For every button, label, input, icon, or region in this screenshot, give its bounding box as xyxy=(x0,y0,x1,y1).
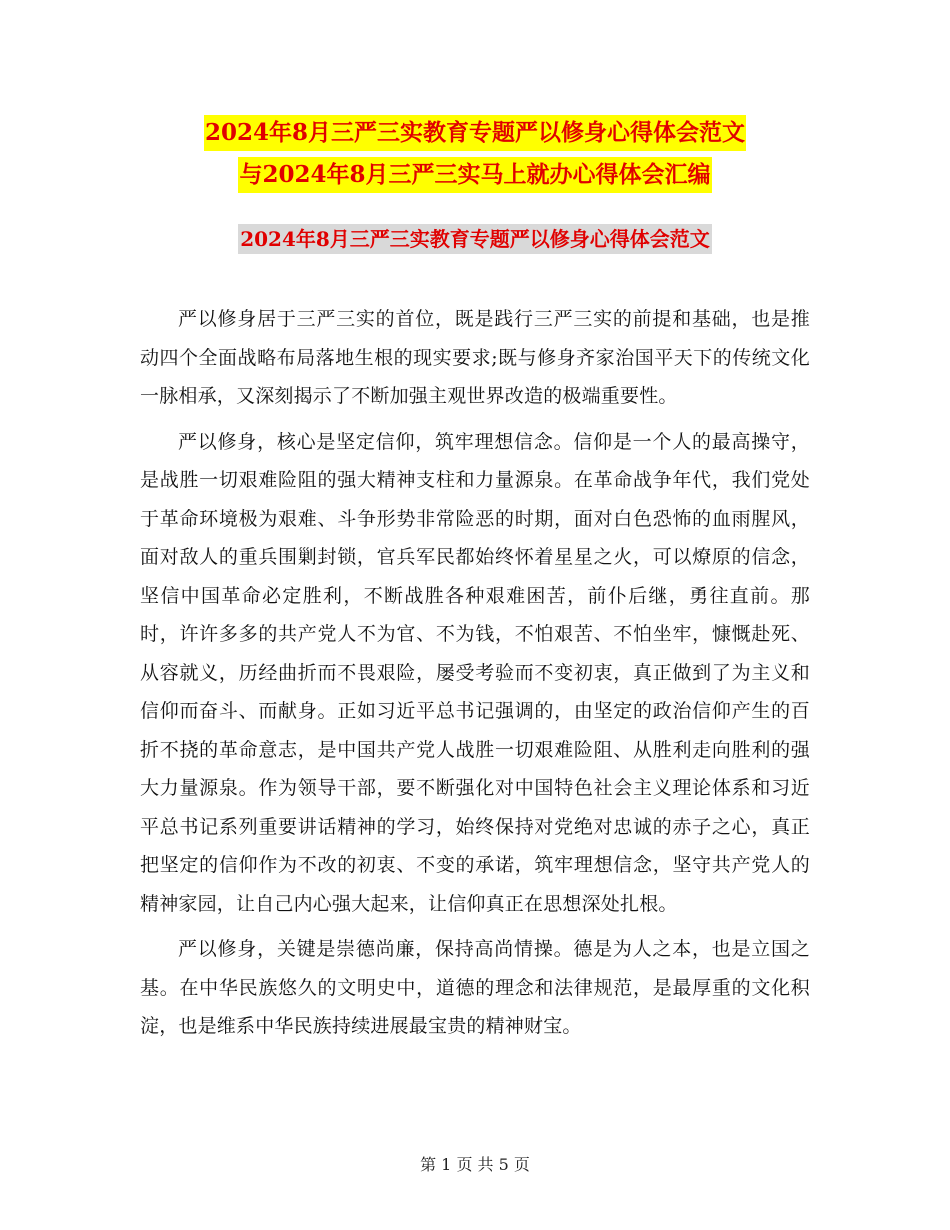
title-line-2: 与2024年8月三严三实马上就办心得体会汇编 xyxy=(238,157,711,193)
section-heading xyxy=(140,224,810,254)
paragraph: 严以修身，关键是崇德尚廉，保持高尚情操。德是为人之本，也是立国之基。在中华民族悠久的文明史中，道德的理念和法律规范，是最厚重的文化积淀，也是维系中华民族持续进展最宝贵的精神财宝。 xyxy=(140,938,810,1037)
title-line-1: 2024年8月三严三实教育专题严以修身心得体会范文 xyxy=(204,115,746,151)
paragraph: 严以修身居于三严三实的首位，既是践行三严三实的前提和基础，也是推动四个全面战略布局落地生根的现实要求;既与修身齐家治国平天下的传统文化一脉相承，又深刻揭示了不断加强主观世界改造的极端重要性。 xyxy=(140,308,810,407)
body-text xyxy=(140,300,810,1053)
section-title: 2024年8月三严三实教育专题严以修身心得体会范文 xyxy=(238,224,712,254)
document-title xyxy=(140,112,810,196)
page-footer: 第 1 页 共 5 页 xyxy=(420,1155,530,1174)
paragraph: 严以修身，核心是坚定信仰，筑牢理想信念。信仰是一个人的最高操守，是战胜一切艰难险阻的强大精神支柱和力量源泉。在革命战争年代，我们党处于革命环境极为艰难、斗争形势非常险恶的时期，面对白色恐怖的血雨腥风，面对敌人的重兵围剿封锁，官兵军民都始终怀着星星之火，可以燎原的信念，坚信中国革命必定胜利，不断战胜各种艰难困苦，前仆后继，勇往直前。那时，许许多多的共产党人不为官、不为钱，不怕艰苦、不怕坐牢，慷慨赴死、从容就义，历经曲折而不畏艰险，屡受考验而不变初衷，真正做到了为主义和信仰而奋斗、而献身。正如习近平总书记强调的，由坚定的政治信仰产生的百折不挠的革命意志，是中国共产党人战胜一切艰难险阻、从胜利走向胜利的强大力量源泉。作为领导干部，要不断强化对中国特色社会主义理论体系和习近平总书记系列重要讲话精神的学习，始终保持对党绝对忠诚的赤子之心，真正把坚定的信仰作为不改的初衷、不变的承诺，筑牢理想信念，坚守共产党人的精神家园，让自己内心强大起来，让信仰真正在思想深处扎根。 xyxy=(140,430,810,915)
